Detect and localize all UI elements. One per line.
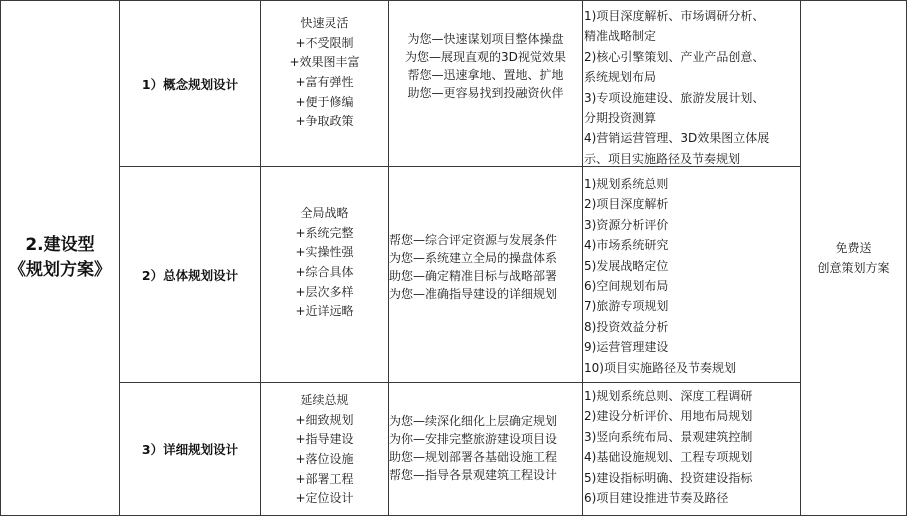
benefit-item: 为您—续深化细化上层确定规划 bbox=[389, 414, 558, 428]
feature-item: +实操性强 bbox=[295, 245, 354, 260]
gift-line-2: 创意策划方案 bbox=[817, 261, 890, 275]
benefit-item: 为您—展现直观的3D视觉效果 bbox=[405, 50, 566, 64]
benefit-item: 助您—规划部署各基础设施工程 bbox=[389, 450, 558, 464]
features-cell bbox=[261, 200, 388, 326]
content-item: 精准战略制定 bbox=[584, 29, 657, 44]
phase-title: 2）总体规划设计 bbox=[141, 267, 239, 283]
content-item: 2)项目深度解析 bbox=[584, 197, 669, 212]
content-item: 6)项目建设推进节奏及路径 bbox=[584, 491, 729, 506]
benefits-cell bbox=[389, 408, 582, 488]
feature-item: +部署工程 bbox=[295, 471, 354, 486]
benefits-cell bbox=[389, 227, 582, 307]
content-item: 10)项目实施路径及节奏规划 bbox=[584, 360, 736, 375]
feature-item: +系统完整 bbox=[295, 225, 354, 240]
gift-line-1: 免费送 bbox=[835, 241, 872, 255]
content-item: 4)基础设施规划、工程专项规划 bbox=[584, 450, 753, 465]
feature-item: +争取政策 bbox=[295, 114, 354, 129]
content-item: 2)建设分析评价、用地布局规划 bbox=[584, 409, 753, 424]
feature-item: +细致规划 bbox=[295, 412, 354, 427]
benefit-item: 为您—快速谋划项目整体操盘 bbox=[407, 32, 564, 46]
content-item: 1)项目深度解析、市场调研分析、 bbox=[584, 9, 765, 23]
features-cell bbox=[261, 388, 388, 512]
benefit-item: 帮您—综合评定资源与发展条件 bbox=[389, 233, 558, 247]
content-item: 系统规划布局 bbox=[584, 70, 657, 85]
feature-item: +富有弹性 bbox=[295, 75, 354, 89]
gift-cell bbox=[801, 1, 906, 515]
content-item: 1)规划系统总则 bbox=[584, 177, 669, 191]
content-item: 1)规划系统总则、深度工程调研 bbox=[584, 389, 753, 403]
content-item: 3)专项设施建设、旅游发展计划、 bbox=[584, 90, 765, 105]
content-item: 4)市场系统研究 bbox=[584, 238, 669, 253]
column-divider bbox=[582, 0, 583, 516]
feature-item: +不受限制 bbox=[295, 35, 354, 50]
feature-item: +定位设计 bbox=[295, 491, 354, 506]
feature-item: +层次多样 bbox=[295, 284, 354, 299]
benefit-item: 为您—系统建立全局的操盘体系 bbox=[389, 251, 558, 265]
content-item: 8)投资效益分析 bbox=[584, 319, 669, 334]
table-border-bottom bbox=[0, 515, 907, 516]
content-item: 3)资源分析评价 bbox=[584, 217, 669, 232]
phase-title: 1）概念规划设计 bbox=[141, 76, 239, 92]
feature-item: 全局战略 bbox=[300, 206, 349, 221]
content-item: 分期投资测算 bbox=[584, 111, 657, 126]
benefit-item: 助您—更容易找到投融资伙伴 bbox=[407, 86, 564, 100]
contents-cell bbox=[584, 6, 800, 166]
content-item: 6)空间规划布局 bbox=[584, 279, 669, 294]
content-item: 4)营销运营管理、3D效果图立体展 bbox=[584, 131, 770, 146]
phase-cell bbox=[120, 383, 260, 515]
phase-cell bbox=[120, 1, 260, 166]
benefit-item: 帮您—迅速拿地、置地、扩地 bbox=[407, 68, 564, 82]
content-item: 3)竖向系统布局、景观建筑控制 bbox=[584, 429, 753, 444]
category-subtitle: 《规划方案》 bbox=[9, 260, 111, 280]
features-cell bbox=[261, 3, 388, 143]
benefits-cell bbox=[389, 26, 582, 106]
content-item: 5)发展战略定位 bbox=[584, 258, 669, 273]
feature-item: +落位设施 bbox=[295, 452, 354, 466]
contents-cell bbox=[584, 386, 800, 514]
content-item: 7)旅游专项规划 bbox=[584, 299, 669, 314]
benefit-item: 帮您—指导各景观建筑工程设计 bbox=[389, 468, 558, 482]
category-cell bbox=[1, 1, 119, 515]
content-item: 5)建设指标明确、投资建设指标 bbox=[584, 470, 753, 485]
feature-item: +便于修编 bbox=[295, 94, 354, 109]
content-item: 示、项目实施路径及节奏规划 bbox=[584, 151, 741, 166]
benefit-item: 为你—安排完整旅游建设项目设 bbox=[389, 432, 558, 446]
benefit-item: 为您—准确指导建设的详细规划 bbox=[389, 287, 558, 301]
phase-cell bbox=[120, 167, 260, 382]
feature-item: 延续总规 bbox=[300, 393, 349, 408]
feature-item: 快速灵活 bbox=[300, 16, 349, 31]
feature-item: +综合具体 bbox=[295, 265, 354, 279]
feature-item: +近详远略 bbox=[295, 304, 354, 319]
feature-item: +效果图丰富 bbox=[289, 55, 360, 70]
phase-title: 3）详细规划设计 bbox=[141, 442, 239, 457]
benefit-item: 助您—确定精准目标与战略部署 bbox=[389, 269, 558, 283]
category-title: 2.建设型 bbox=[25, 235, 95, 255]
content-item: 2)核心引擎策划、产业产品创意、 bbox=[584, 49, 765, 64]
contents-cell bbox=[584, 174, 800, 382]
content-item: 9)运营管理建设 bbox=[584, 340, 669, 355]
feature-item: +指导建设 bbox=[295, 432, 354, 447]
